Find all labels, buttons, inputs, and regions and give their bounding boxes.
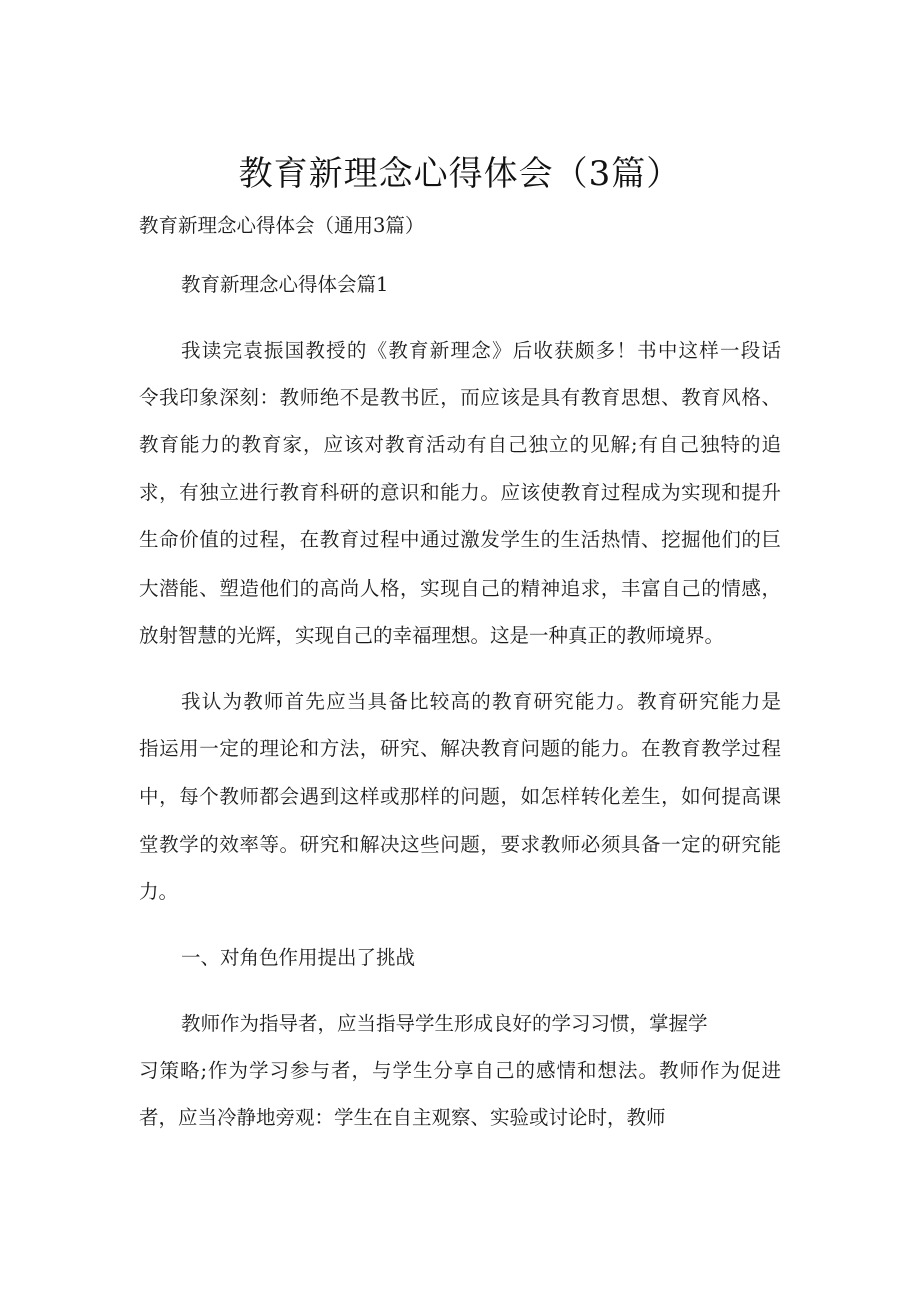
paragraph3-line-1: 教师作为指导者，应当指导学生形成良好的学习习惯，掌握学 xyxy=(181,1012,708,1035)
paragraph2-line-2: 指运用一定的理论和方法，研究、解决教育问题的能力。在教育教学过程 xyxy=(139,737,781,760)
section-heading: 教育新理念心得体会篇1 xyxy=(181,273,389,296)
paragraph3-line-2: 习策略;作为学习参与者，与学生分享自己的感情和想法。教师作为促进 xyxy=(139,1059,781,1082)
paragraph1-line-5: 生命价值的过程，在教育过程中通过激发学生的生活热情、挖掘他们的巨 xyxy=(139,528,781,551)
paragraph2-line-3: 中，每个教师都会遇到这样或那样的问题，如怎样转化差生，如何提高课 xyxy=(139,785,781,808)
paragraph1-line-1: 我读完袁振国教授的《教育新理念》后收获颇多！书中这样一段话 xyxy=(181,339,781,362)
paragraph3-line-3: 者，应当冷静地旁观：学生在自主观察、实验或讨论时，教师 xyxy=(139,1106,666,1129)
paragraph1-line-6: 大潜能、塑造他们的高尚人格，实现自己的精神追求，丰富自己的情感， xyxy=(139,577,781,600)
paragraph1-line-7: 放射智慧的光辉，实现自己的幸福理想。这是一种真正的教师境界。 xyxy=(139,624,725,647)
point-heading: 一、对角色作用提出了挑战 xyxy=(181,946,416,969)
paragraph2-line-5: 力。 xyxy=(139,880,179,903)
paragraph2-line-4: 堂教学的效率等。研究和解决这些问题，要求教师必须具备一定的研究能 xyxy=(139,833,781,856)
paragraph2-line-1: 我认为教师首先应当具备比较高的教育研究能力。教育研究能力是 xyxy=(181,690,781,713)
paragraph1-line-4: 求，有独立进行教育科研的意识和能力。应该使教育过程成为实现和提升 xyxy=(139,481,781,504)
paragraph1-line-3: 教育能力的教育家，应该对教育活动有自己独立的见解;有自己独特的追 xyxy=(139,433,781,456)
document-subtitle: 教育新理念心得体会（通用3篇） xyxy=(139,214,425,237)
paragraph1-line-2: 令我印象深刻：教师绝不是教书匠，而应该是具有教育思想、教育风格、 xyxy=(139,386,781,409)
document-title: 教育新理念心得体会（3篇） xyxy=(238,154,682,194)
